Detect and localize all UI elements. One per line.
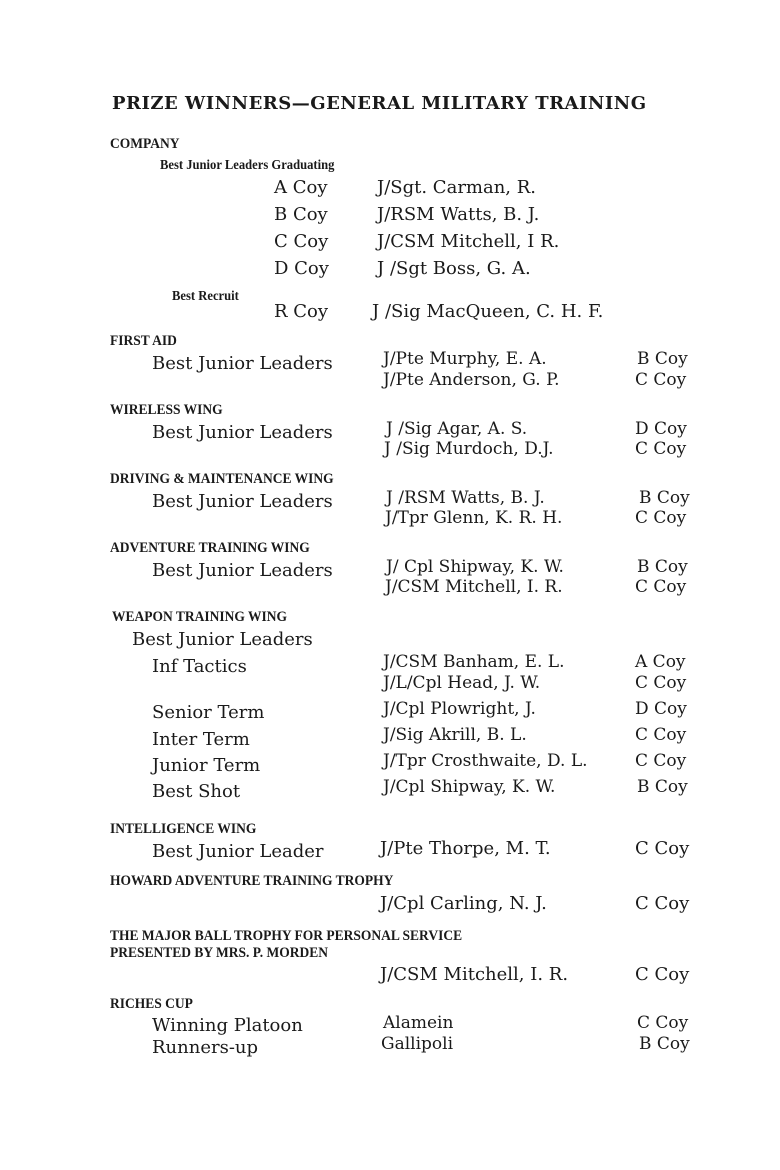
company-winner: J/CSM Mitchell, I R. [377,231,560,252]
intelligence-label: Best Junior Leader [152,841,324,862]
first-aid-coy: C Coy [635,370,687,390]
adventure-coy: C Coy [635,577,687,597]
driving-coy: B Coy [639,488,690,508]
howard-winner: J/Cpl Carling, N. J. [380,893,547,914]
weapon-row-coy: D Coy [635,699,687,719]
section-heading-major-ball-line2: PRESENTED BY MRS. P. MORDEN [110,945,329,961]
weapon-row-label: Inter Term [152,729,250,750]
adventure-winner: J/CSM Mitchell, I. R. [385,577,563,597]
section-heading-wireless: WIRELESS WING [110,402,223,418]
weapon-row-label: Junior Term [152,755,261,776]
section-heading-company: COMPANY [110,136,180,152]
intelligence-coy: C Coy [635,838,690,859]
first-aid-coy: B Coy [637,349,688,369]
section-heading-weapon: WEAPON TRAINING WING [112,609,288,625]
wireless-winner: J /Sig Murdoch, D.J. [384,439,554,459]
weapon-row-winner: J/Cpl Shipway, K. W. [383,777,556,797]
driving-coy: C Coy [635,508,687,528]
intelligence-winner: J/Pte Thorpe, M. T. [380,838,551,859]
wireless-coy: C Coy [635,439,687,459]
weapon-row-coy: B Coy [637,777,688,797]
company-winner: J/Sgt. Carman, R. [377,177,537,198]
adventure-coy: B Coy [637,557,688,577]
riches-label: Runners-up [152,1037,259,1058]
section-heading-intelligence: INTELLIGENCE WING [110,821,257,837]
recruit-winner: J /Sig MacQueen, C. H. F. [372,301,604,322]
section-heading-riches: RICHES CUP [110,996,193,1012]
riches-winner: Alamein [383,1013,454,1033]
company-coy: C Coy [274,231,329,252]
company-coy: B Coy [274,204,328,225]
wireless-winner: J /Sig Agar, A. S. [386,419,528,439]
company-coy: D Coy [274,258,329,279]
first-aid-label: Best Junior Leaders [152,353,333,374]
driving-winner: J/Tpr Glenn, K. R. H. [385,508,563,528]
riches-winner: Gallipoli [381,1034,454,1054]
inf-tactics-coy: A Coy [635,652,686,672]
weapon-row-label: Senior Term [152,702,265,723]
company-coy: A Coy [274,177,328,198]
weapon-row-winner: J/Tpr Crosthwaite, D. L. [383,751,588,771]
first-aid-winner: J/Pte Murphy, E. A. [383,349,547,369]
weapon-row-winner: J/Cpl Plowright, J. [383,699,536,719]
section-heading-major-ball: THE MAJOR BALL TROPHY FOR PERSONAL SERVICE [110,928,463,944]
inf-tactics-winner: J/CSM Banham, E. L. [383,652,565,672]
major-ball-coy: C Coy [635,964,690,985]
weapon-row-winner: J/Sig Akrill, B. L. [383,725,527,745]
recruit-coy: R Coy [274,301,329,322]
weapon-subheading: Best Junior Leaders [132,629,313,650]
inf-tactics-winner: J/L/Cpl Head, J. W. [383,673,541,693]
company-winner: J/RSM Watts, B. J. [377,204,540,225]
first-aid-winner: J/Pte Anderson, G. P. [383,370,560,390]
adventure-label: Best Junior Leaders [152,560,333,581]
riches-coy: B Coy [639,1034,690,1054]
section-heading-driving: DRIVING & MAINTENANCE WING [110,471,334,487]
driving-label: Best Junior Leaders [152,491,333,512]
howard-coy: C Coy [635,893,690,914]
company-winner: J /Sgt Boss, G. A. [377,258,531,279]
company-subheading: Best Junior Leaders Graduating [160,158,335,173]
page-title: PRIZE WINNERS—GENERAL MILITARY TRAINING [112,93,647,114]
wireless-coy: D Coy [635,419,687,439]
riches-coy: C Coy [637,1013,689,1033]
major-ball-winner: J/CSM Mitchell, I. R. [380,964,569,985]
weapon-row-coy: C Coy [635,725,687,745]
adventure-winner: J/ Cpl Shipway, K. W. [386,557,564,577]
weapon-row-coy: C Coy [635,751,687,771]
inf-tactics-label: Inf Tactics [152,656,247,677]
section-heading-howard: HOWARD ADVENTURE TRAINING TROPHY [110,873,394,889]
driving-winner: J /RSM Watts, B. J. [386,488,545,508]
section-heading-first-aid: FIRST AID [110,333,177,349]
wireless-label: Best Junior Leaders [152,422,333,443]
weapon-row-label: Best Shot [152,781,241,802]
section-heading-adventure: ADVENTURE TRAINING WING [110,540,310,556]
best-recruit-label: Best Recruit [172,289,239,304]
riches-label: Winning Platoon [152,1015,303,1036]
inf-tactics-coy: C Coy [635,673,687,693]
